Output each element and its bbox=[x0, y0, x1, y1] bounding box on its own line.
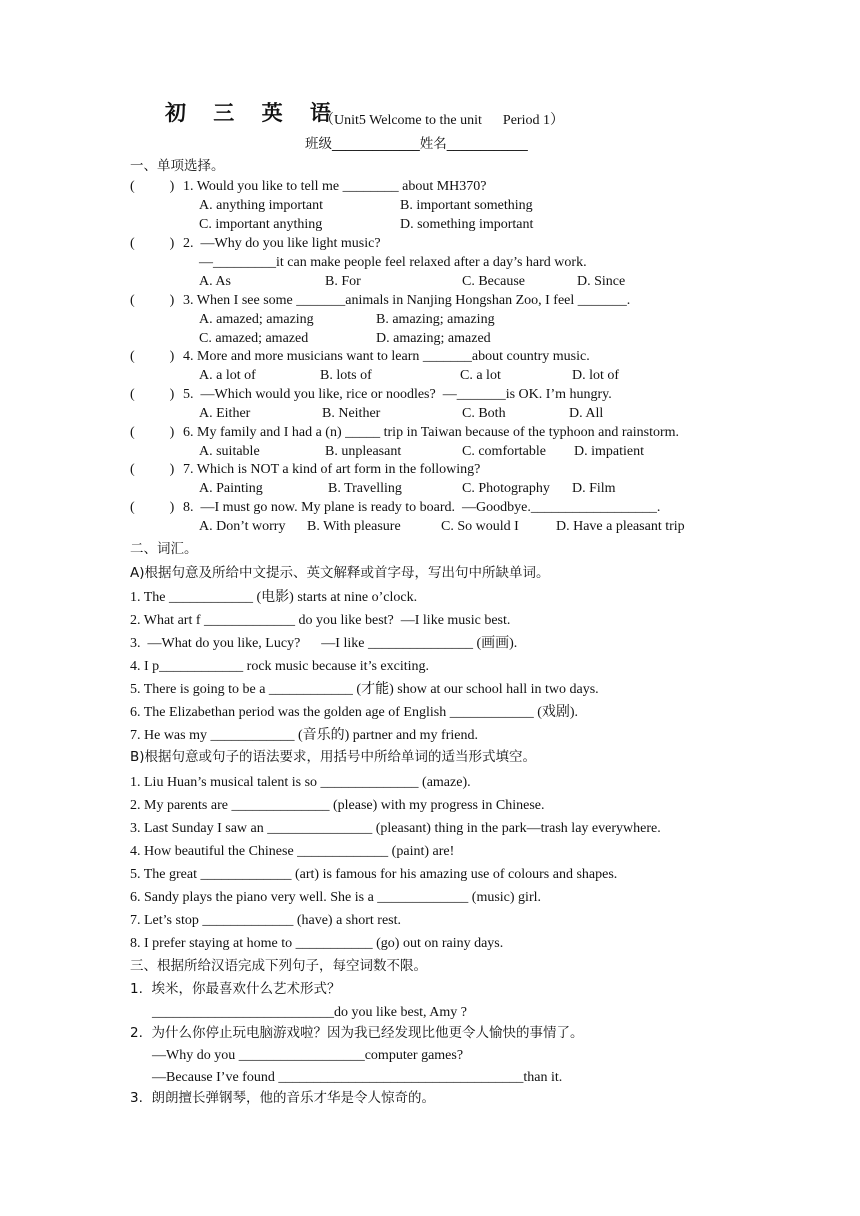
answer-bracket[interactable]: ( ) bbox=[130, 500, 175, 515]
question-stem: 8. —I must go now. My plane is ready to board. —Goodbye.__________________. bbox=[183, 500, 661, 515]
answer-bracket[interactable]: ( ) bbox=[130, 293, 175, 308]
vocab-item: 2. What art f _____________ do you like best? —I like music best. bbox=[130, 613, 511, 628]
vocab-item: 7. He was my ____________ (音乐的) partner and my friend. bbox=[130, 728, 478, 743]
option: A. suitable bbox=[199, 444, 260, 459]
option: B. amazing; amazing bbox=[376, 312, 495, 327]
option: C. So would I bbox=[441, 519, 519, 534]
question-stem: 2. —Why do you like light music? bbox=[183, 236, 381, 251]
vocab-item: 3. —What do you like, Lucy? —I like _______________ (画画). bbox=[130, 636, 518, 651]
section2-heading: 二、词汇。 bbox=[130, 541, 198, 557]
grammar-item: 4. How beautiful the Chinese _____________ (paint) are! bbox=[130, 844, 455, 859]
option: A. a lot of bbox=[199, 368, 256, 383]
vocab-item: 1. The ____________ (电影) starts at nine o’clock. bbox=[130, 590, 418, 605]
option: D. Film bbox=[572, 481, 616, 496]
option: D. All bbox=[569, 406, 604, 421]
option: C. important anything bbox=[199, 217, 323, 232]
question-stem: 3. When I see some _______animals in Nanjing Hongshan Zoo, I feel _______. bbox=[183, 293, 631, 308]
translation-item-cn: 3. 朗朗擅长弹钢琴，他的音乐才华是令人惊奇的。 bbox=[130, 1090, 435, 1106]
answer-bracket[interactable]: ( ) bbox=[130, 462, 175, 477]
answer-bracket[interactable]: ( ) bbox=[130, 387, 175, 402]
option: D. Have a pleasant trip bbox=[556, 519, 685, 534]
option: B. For bbox=[325, 274, 361, 289]
answer-bracket[interactable]: ( ) bbox=[130, 236, 175, 251]
option: A. Painting bbox=[199, 481, 263, 496]
question-stem: 1. Would you like to tell me ________ about MH370? bbox=[183, 179, 487, 194]
option: A. amazed; amazing bbox=[199, 312, 314, 327]
translation-item-en: —Why do you __________________computer games? bbox=[152, 1048, 464, 1063]
grammar-item: 8. I prefer staying at home to ___________ (go) out on rainy days. bbox=[130, 936, 504, 951]
vocab-item: 4. I p____________ rock music because it’s exciting. bbox=[130, 659, 429, 674]
page-subtitle: （Unit5 Welcome to the unit Period 1） bbox=[320, 113, 564, 128]
grammar-item: 6. Sandy plays the piano very well. She is a _____________ (music) girl. bbox=[130, 890, 541, 905]
question-stem-cont: —_________it can make people feel relaxed after a day’s hard work. bbox=[199, 255, 587, 270]
translation-item-cn: 1. 埃米，你最喜欢什么艺术形式？ bbox=[130, 981, 341, 997]
question-stem: 6. My family and I had a (n) _____ trip in Taiwan because of the typhoon and rainstorm. bbox=[183, 425, 680, 440]
option: C. comfortable bbox=[462, 444, 546, 459]
option: D. lot of bbox=[572, 368, 620, 383]
option: C. Both bbox=[462, 406, 506, 421]
section3-heading: 三、根据所给汉语完成下列句子，每空词数不限。 bbox=[130, 958, 427, 974]
option: A. anything important bbox=[199, 198, 324, 213]
option: D. something important bbox=[400, 217, 534, 232]
vocab-item: 6. The Elizabethan period was the golden age of English ____________ (戏剧). bbox=[130, 705, 579, 720]
translation-item-cn: 2. 为什么你停止玩电脑游戏啦？因为我已经发现比他更令人愉快的事情了。 bbox=[130, 1025, 584, 1041]
answer-bracket[interactable]: ( ) bbox=[130, 179, 175, 194]
question-stem: 7. Which is NOT a kind of art form in the following? bbox=[183, 462, 481, 477]
answer-bracket[interactable]: ( ) bbox=[130, 349, 175, 364]
option: D. Since bbox=[577, 274, 626, 289]
option: A. Either bbox=[199, 406, 251, 421]
option: B. lots of bbox=[320, 368, 372, 383]
option: C. a lot bbox=[460, 368, 501, 383]
grammar-item: 1. Liu Huan’s musical talent is so ______________ (amaze). bbox=[130, 775, 471, 790]
option: A. Don’t worry bbox=[199, 519, 286, 534]
grammar-item: 2. My parents are ______________ (please) with my progress in Chinese. bbox=[130, 798, 545, 813]
option: B. Neither bbox=[322, 406, 381, 421]
question-stem: 5. —Which would you like, rice or noodles? —_______is OK. I’m hungry. bbox=[183, 387, 612, 402]
vocab-item: 5. There is going to be a ____________ (才能) show at our school hall in two days. bbox=[130, 682, 599, 697]
section2-partB-heading: B)根据句意或句子的语法要求，用括号中所给单词的适当形式填空。 bbox=[130, 749, 537, 765]
class-name-line: 班级_____________姓名____________ bbox=[305, 136, 528, 152]
translation-item-en: —Because I’ve found ___________________________________than it. bbox=[152, 1070, 563, 1085]
option: B. unpleasant bbox=[325, 444, 402, 459]
option: B. Travelling bbox=[328, 481, 402, 496]
option: C. Photography bbox=[462, 481, 550, 496]
section1-heading: 一、单项选择。 bbox=[130, 158, 225, 174]
question-stem: 4. More and more musicians want to learn _______about country music. bbox=[183, 349, 590, 364]
option: C. amazed; amazed bbox=[199, 331, 309, 346]
grammar-item: 7. Let’s stop _____________ (have) a short rest. bbox=[130, 913, 402, 928]
section2-partA-heading: A)根据句意及所给中文提示、英文解释或首字母，写出句中所缺单词。 bbox=[130, 565, 550, 581]
answer-bracket[interactable]: ( ) bbox=[130, 425, 175, 440]
option: B. important something bbox=[400, 198, 533, 213]
grammar-item: 5. The great _____________ (art) is famous for his amazing use of colours and shapes. bbox=[130, 867, 618, 882]
option: B. With pleasure bbox=[307, 519, 401, 534]
option: C. Because bbox=[462, 274, 525, 289]
option: D. impatient bbox=[574, 444, 644, 459]
grammar-item: 3. Last Sunday I saw an _______________ (pleasant) thing in the park—trash lay everywhere. bbox=[130, 821, 661, 836]
translation-item-en: __________________________do you like best, Amy ? bbox=[152, 1005, 467, 1020]
option: D. amazing; amazed bbox=[376, 331, 491, 346]
page-title: 初 三 英 语 bbox=[165, 101, 341, 125]
option: A. As bbox=[199, 274, 231, 289]
